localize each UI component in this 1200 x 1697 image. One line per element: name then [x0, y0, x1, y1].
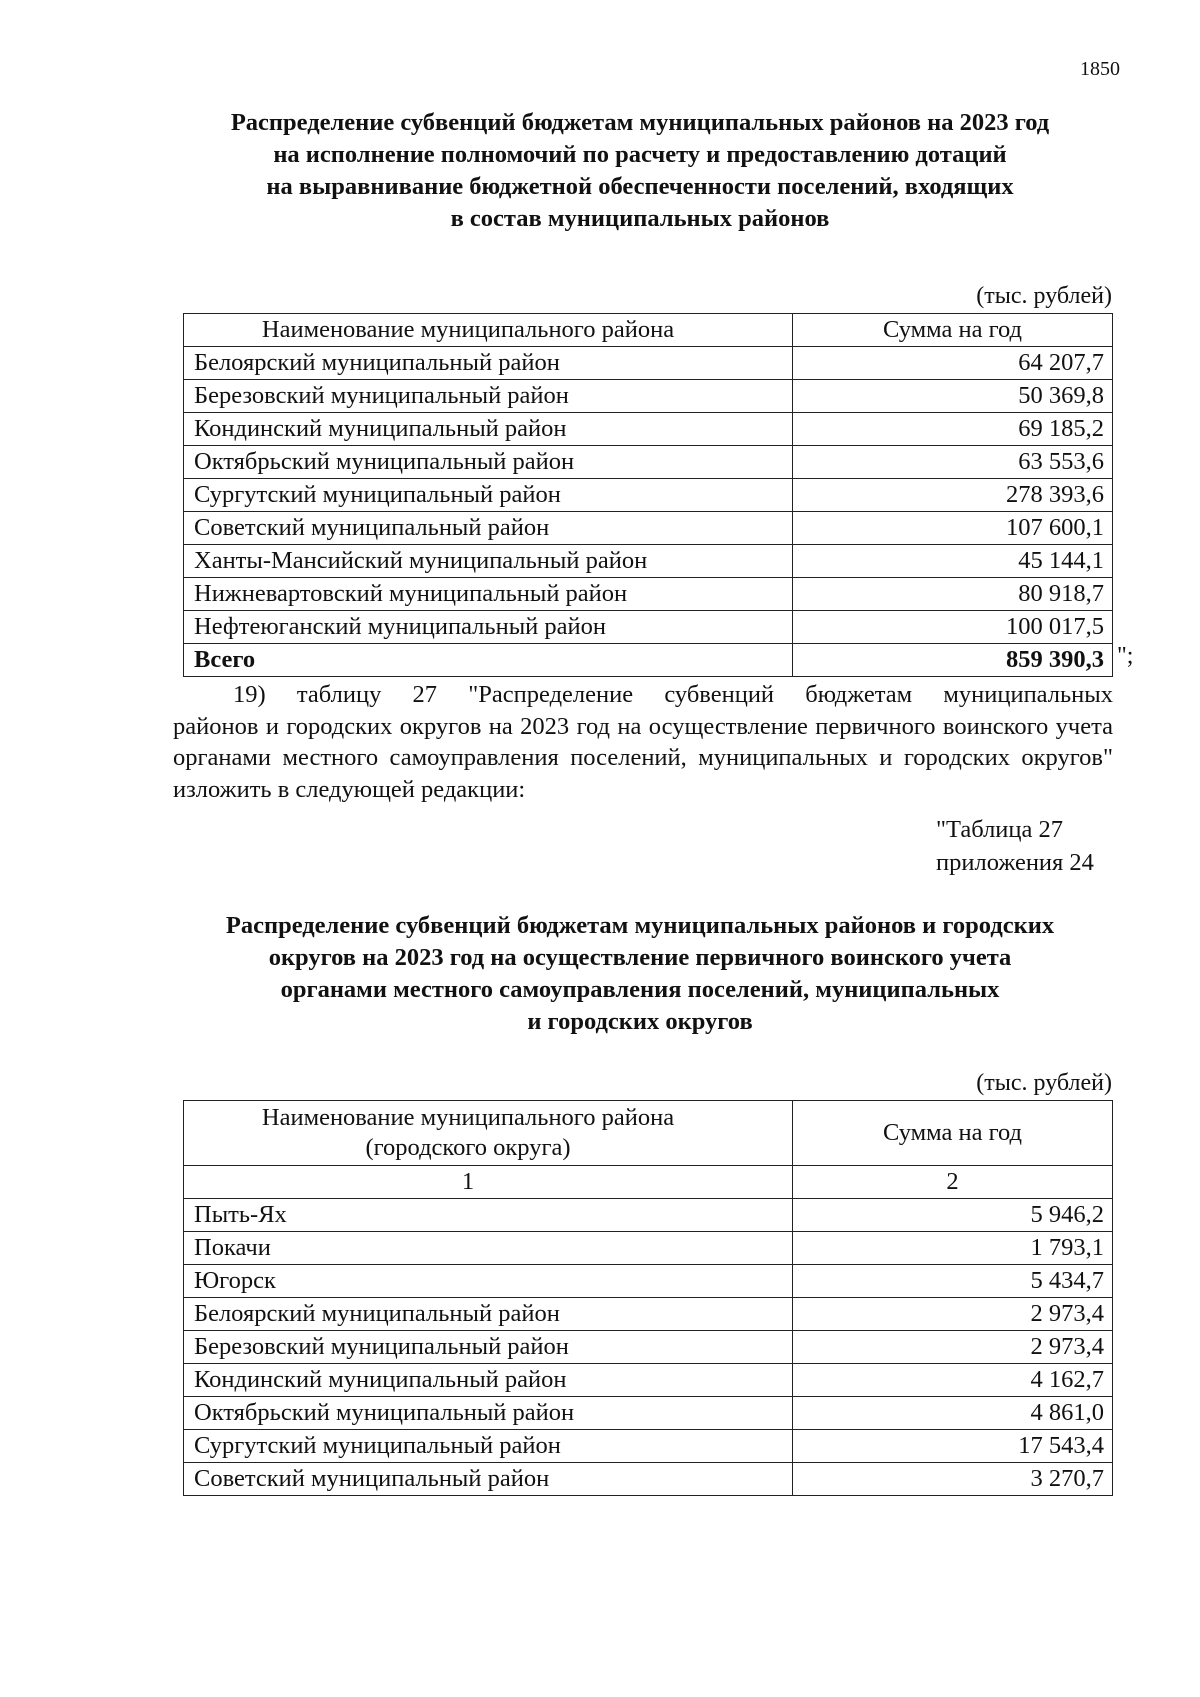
- table2-units: (тыс. рублей): [976, 1070, 1112, 1096]
- table-row: [184, 380, 1113, 413]
- table1-header-name: Наименование муниципального района: [184, 314, 793, 347]
- table2-column-number-row: [184, 1166, 1113, 1199]
- row-sum: 50 369,8: [793, 380, 1113, 413]
- table1: [183, 313, 1113, 677]
- table-row: [184, 1232, 1113, 1265]
- table2-title-line: Распределение субвенций бюджетам муниципальных районов и городских: [225, 912, 1055, 939]
- row-name: Сургутский муниципальный район: [184, 479, 793, 512]
- column-number: 1: [184, 1166, 793, 1199]
- row-sum: 278 393,6: [793, 479, 1113, 512]
- row-name: Березовский муниципальный район: [184, 380, 793, 413]
- table-row: [184, 479, 1113, 512]
- amendment-line: 19) таблицу 27 "Распределение субвенций бюджетам муниципальных: [233, 681, 1113, 708]
- table-row: [184, 1199, 1113, 1232]
- row-sum: 17 543,4: [793, 1430, 1113, 1463]
- row-sum: 2 973,4: [793, 1331, 1113, 1364]
- table-row: [184, 1364, 1113, 1397]
- row-name: Нефтеюганский муниципальный район: [184, 611, 793, 644]
- table-row: [184, 512, 1113, 545]
- row-sum: 63 553,6: [793, 446, 1113, 479]
- table2-title-line: и городских округов: [527, 1008, 753, 1035]
- closing-quote-mark: ";: [1117, 643, 1134, 669]
- table-reference-line: приложения 24: [936, 849, 1094, 876]
- table-reference: [936, 813, 1094, 879]
- table-row: [184, 545, 1113, 578]
- row-name: Нижневартовский муниципальный район: [184, 578, 793, 611]
- row-sum: 64 207,7: [793, 347, 1113, 380]
- total-sum: 859 390,3: [793, 644, 1113, 677]
- table-row: [184, 413, 1113, 446]
- row-name: Кондинский муниципальный район: [184, 413, 793, 446]
- table2-title: [170, 910, 1110, 1038]
- row-name: Кондинский муниципальный район: [184, 1364, 793, 1397]
- row-sum: 2 973,4: [793, 1298, 1113, 1331]
- table2-header-name: [184, 1101, 793, 1166]
- table2-header-row: [184, 1101, 1113, 1166]
- row-sum: 4 162,7: [793, 1364, 1113, 1397]
- table2: [183, 1100, 1113, 1496]
- row-sum: 3 270,7: [793, 1463, 1113, 1496]
- table1-title-line: Распределение субвенций бюджетам муниципальных районов на 2023 год: [230, 109, 1050, 136]
- row-sum: 5 946,2: [793, 1199, 1113, 1232]
- table1-total-row: [184, 644, 1113, 677]
- row-name: Белоярский муниципальный район: [184, 347, 793, 380]
- table1-header-row: [184, 314, 1113, 347]
- table-row: [184, 611, 1113, 644]
- table2-header-name-line: Наименование муниципального района: [261, 1104, 675, 1131]
- table-row: [184, 1331, 1113, 1364]
- row-name: Советский муниципальный район: [184, 512, 793, 545]
- page-number: 1850: [1080, 58, 1120, 80]
- table-row: [184, 1463, 1113, 1496]
- table1-units: (тыс. рублей): [976, 283, 1112, 309]
- table-row: [184, 1430, 1113, 1463]
- row-name: Покачи: [184, 1232, 793, 1265]
- row-name: Белоярский муниципальный район: [184, 1298, 793, 1331]
- table-row: [184, 446, 1113, 479]
- table-reference-line: "Таблица 27: [936, 816, 1064, 843]
- row-sum: 100 017,5: [793, 611, 1113, 644]
- total-label: Всего: [184, 644, 793, 677]
- amendment-paragraph: [173, 679, 1113, 805]
- row-sum: 69 185,2: [793, 413, 1113, 446]
- table2-header-name-line: (городского округа): [365, 1134, 571, 1161]
- row-sum: 1 793,1: [793, 1232, 1113, 1265]
- table2-title-line: органами местного самоуправления поселений, муниципальных: [280, 976, 1000, 1003]
- table1-title-line: на выравнивание бюджетной обеспеченности поселений, входящих: [266, 173, 1014, 200]
- table1-title: [170, 107, 1110, 235]
- row-name: Сургутский муниципальный район: [184, 1430, 793, 1463]
- row-sum: 107 600,1: [793, 512, 1113, 545]
- row-name: Советский муниципальный район: [184, 1463, 793, 1496]
- table-row: [184, 347, 1113, 380]
- table-row: [184, 1298, 1113, 1331]
- row-sum: 80 918,7: [793, 578, 1113, 611]
- column-number: 2: [793, 1166, 1113, 1199]
- row-name: Пыть-Ях: [184, 1199, 793, 1232]
- row-sum: 5 434,7: [793, 1265, 1113, 1298]
- table1-header-sum: Сумма на год: [793, 314, 1113, 347]
- table2-title-line: округов на 2023 год на осуществление первичного воинского учета: [268, 944, 1012, 971]
- row-name: Октябрьский муниципальный район: [184, 446, 793, 479]
- row-sum: 4 861,0: [793, 1397, 1113, 1430]
- row-name: Октябрьский муниципальный район: [184, 1397, 793, 1430]
- table1-title-line: на исполнение полномочий по расчету и предоставлению дотаций: [273, 141, 1007, 168]
- table-row: [184, 578, 1113, 611]
- row-name: Березовский муниципальный район: [184, 1331, 793, 1364]
- table2-header-sum: Сумма на год: [793, 1101, 1113, 1166]
- row-name: Югорск: [184, 1265, 793, 1298]
- table-row: [184, 1397, 1113, 1430]
- table-row: [184, 1265, 1113, 1298]
- row-name: Ханты-Мансийский муниципальный район: [184, 545, 793, 578]
- row-sum: 45 144,1: [793, 545, 1113, 578]
- amendment-text: районов и городских округов на 2023 год на осуществление первичного воинского учета органами местного самоуправления поселений, муниципальных и городских округов" изложить в следующей редакции:: [173, 712, 1113, 803]
- table1-title-line: в состав муниципальных районов: [450, 205, 830, 232]
